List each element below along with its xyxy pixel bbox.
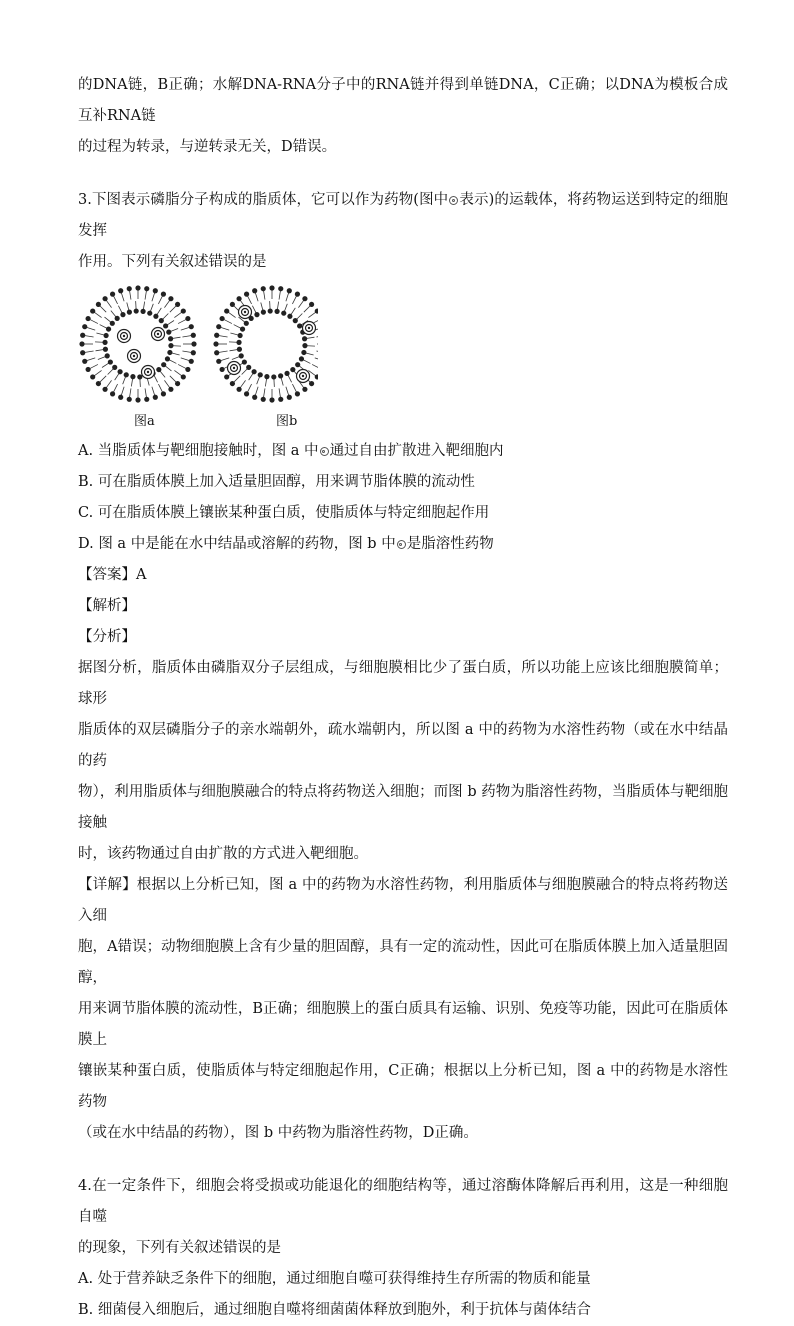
liposome-b-inner-head	[244, 321, 249, 326]
liposome-a-outer-head	[168, 296, 173, 301]
liposome-a-outer-head	[191, 350, 196, 355]
q3-analysis-title: 【解析】	[78, 591, 728, 622]
q3-stem: 3.下图表示磷脂分子构成的脂质体，它可以作为药物(图中 表示)的运载体，将药物运送到特定的细胞发挥	[78, 185, 728, 247]
liposome-b-outer-head	[295, 391, 300, 396]
liposome-b-inner-head	[290, 367, 295, 372]
liposome-b-inner-head	[271, 374, 276, 379]
liposome-b-outer-head	[224, 308, 229, 313]
liposome-a-outer-head	[185, 316, 190, 321]
liposome-b-outer-head	[278, 286, 283, 291]
q4-stem-line-2: 的现象，下列有关叙述错误的是	[78, 1233, 728, 1264]
liposome-a-inner-head	[127, 310, 132, 315]
liposome-b-inner-head	[284, 371, 289, 376]
drug-a-4-core	[147, 371, 149, 373]
liposome-a-outer-head	[82, 324, 87, 329]
liposome-b-outer-head	[220, 367, 225, 372]
liposome-a-outer-head	[82, 359, 87, 364]
liposome-a-inner-head	[147, 311, 152, 316]
liposome-b-outer-head	[278, 397, 283, 402]
figure-a-label: 图a	[134, 410, 155, 429]
liposome-b-inner-head	[274, 309, 279, 314]
liposome-a-outer-head	[153, 395, 158, 400]
liposome-a-outer-head	[185, 367, 190, 372]
liposome-b-outer-head	[214, 350, 219, 355]
liposome-b-inner-head	[293, 318, 298, 323]
drug-b-2-core	[308, 327, 310, 329]
drug-b-4-core	[302, 375, 304, 377]
q3-fenxi-title: 【分析】	[78, 622, 728, 653]
q3-option-a: A. 当脂质体与靶细胞接触时，图 a 中 通过自由扩散进入靶细胞内	[78, 436, 728, 467]
liposome-b-outer-tail	[315, 358, 318, 361]
liposome-a-inner-head	[112, 365, 117, 370]
q3-stem-line-2: 作用。下列有关叙述错误的是	[78, 247, 728, 278]
liposome-b-inner-head	[239, 353, 244, 358]
liposome-a-outer-head	[191, 341, 196, 346]
liposome-b-outer-head	[309, 381, 314, 386]
drug-b-1-core	[244, 311, 246, 313]
liposome-a-inner-head	[140, 309, 145, 314]
liposome-b-inner-head	[242, 359, 247, 364]
liposome-a-outer-head	[135, 397, 140, 402]
liposome-b-inner-head	[261, 310, 266, 315]
liposome-b-inner-head	[302, 343, 307, 348]
drug-symbol-icon	[449, 196, 458, 205]
liposome-b-inner-head	[254, 312, 259, 317]
q3-detail-line-3: 用来调节脂体膜的流动性，B正确；细胞膜上的蛋白质具有运输、识别、免疫等功能，因此可在脂质体膜上	[78, 994, 728, 1056]
liposome-a-outer-head	[80, 350, 85, 355]
liposome-b-outer-head	[224, 374, 229, 379]
liposome-a-inner-head	[102, 340, 107, 345]
liposome-b-outer-head	[236, 387, 241, 392]
liposome-a-inner-head	[124, 372, 129, 377]
liposome-b-outer-head	[287, 288, 292, 293]
liposome-b-outer-head	[244, 292, 249, 297]
q3-fenxi-line-1: 据图分析，脂质体由磷脂双分子层组成，与细胞膜相比少了蛋白质，所以功能上应该比细胞膜简单；球形	[78, 653, 728, 715]
liposome-a-inner-head	[163, 323, 168, 328]
liposome-b-outer-head	[261, 397, 266, 402]
liposome-a-inner-head	[161, 362, 166, 367]
q3-fenxi-line-2: 脂质体的双层磷脂分子的亲水端朝外，疏水端朝内，所以图 a 中的药物为水溶性药物（或在水中结晶的药	[78, 715, 728, 777]
q4-stem-line-1: 4.在一定条件下，细胞会将受损或功能退化的细胞结构等，通过溶酶体降解后再利用，这是一种细胞自噬	[78, 1171, 728, 1233]
liposome-b-outer-head	[269, 397, 274, 402]
liposome-b-outer-head	[220, 316, 225, 321]
liposome-a-inner-head	[159, 318, 164, 323]
liposome-b-inner-head	[251, 369, 256, 374]
drug-b-3-core	[233, 367, 235, 369]
liposome-a-inner-head	[130, 374, 135, 379]
liposome-b-outer-head	[261, 286, 266, 291]
liposome-a-outer-head	[144, 286, 149, 291]
liposome-a-outer-head	[144, 397, 149, 402]
liposome-a-outer-head	[127, 397, 132, 402]
liposome-a-inner-head	[106, 326, 111, 331]
liposome-b-outer-head	[252, 288, 257, 293]
liposome-b-outer-tail	[316, 335, 318, 337]
liposome-a-inner-head	[110, 321, 115, 326]
drug-symbol-icon	[397, 540, 406, 549]
liposome-b-inner-head	[237, 347, 242, 352]
liposome-b-inner-head	[287, 314, 292, 319]
liposome-a-outer-head	[86, 367, 91, 372]
liposome-b-inner-head	[295, 362, 300, 367]
liposome-a-inner-head	[108, 359, 113, 364]
liposome-a-inner-head	[103, 347, 108, 352]
liposome-a-outer-head	[80, 333, 85, 338]
drug-a-2-core	[157, 333, 159, 335]
liposome-a-outer-head	[102, 296, 107, 301]
liposome-a-inner-head	[168, 336, 173, 341]
liposome-a-outer-head	[118, 288, 123, 293]
liposome-a-outer-head	[127, 286, 132, 291]
liposome-a-inner-head	[153, 314, 158, 319]
q3-option-d: D. 图 a 中是能在水中结晶或溶解的药物，图 b 中 是脂溶性药物	[78, 529, 728, 560]
q4-option-b: B. 细菌侵入细胞后，通过细胞自噬将细菌菌体释放到胞外，利于抗体与菌体结合	[78, 1295, 728, 1326]
liposome-b-inner-head	[281, 311, 286, 316]
liposome-a-outer-head	[153, 288, 158, 293]
liposome-b-outer-tail	[312, 364, 318, 369]
liposome-b-outer-tail	[316, 351, 318, 353]
liposome-a-outer-head	[118, 395, 123, 400]
liposome-a-inner-head	[167, 350, 172, 355]
liposome-b-outer-head	[230, 381, 235, 386]
liposome-a-outer-head	[189, 324, 194, 329]
liposome-a-inner-head	[104, 333, 109, 338]
liposome-b-inner-head	[246, 365, 251, 370]
liposome-b-inner-head	[258, 372, 263, 377]
liposome-b-inner-head	[297, 323, 302, 328]
liposome-b-inner-head	[240, 326, 245, 331]
q3-detail-line-1: 【详解】根据以上分析已知，图 a 中的药物为水溶性药物，利用脂质体与细胞膜融合的特点将药物送入细	[78, 870, 728, 932]
liposome-a-inner-head	[120, 312, 125, 317]
liposome-b-outer-head	[252, 395, 257, 400]
liposome-b-outer-head	[309, 302, 314, 307]
document-page	[78, 70, 728, 1326]
liposome-b-outer-head	[302, 387, 307, 392]
q3-detail-line-4: 镶嵌某种蛋白质，使脂质体与特定细胞起作用，C正确；根据以上分析已知，图 a 中的药物是水溶性药物	[78, 1056, 728, 1118]
drug-a-3-core	[133, 355, 135, 357]
liposome-b-inner-head	[302, 336, 307, 341]
liposome-b-outer-head	[216, 324, 221, 329]
liposome-a-outer-head	[102, 387, 107, 392]
liposome-b-inner-head	[278, 373, 283, 378]
q3-fenxi-line-3: 物），利用脂质体与细胞膜融合的特点将药物送入细胞；而图 b 药物为脂溶性药物，当脂质体与靶细胞接触	[78, 777, 728, 839]
liposome-a-inner-head	[168, 343, 173, 348]
intro-line-2: 的过程为转录，与逆转录无关，D错误。	[78, 132, 728, 163]
liposome-a-outer-head	[191, 333, 196, 338]
figure-b-label: 图b	[276, 410, 297, 429]
liposome-a-outer-head	[110, 292, 115, 297]
liposome-b-outer-head	[295, 292, 300, 297]
liposome-b-inner-head	[268, 308, 273, 313]
liposome-a-outer-head	[90, 308, 95, 313]
liposome-a-inner-head	[134, 308, 139, 313]
liposome-a-outer-head	[175, 302, 180, 307]
liposome-b-outer-head	[244, 391, 249, 396]
liposome-a-outer-head	[96, 302, 101, 307]
liposome-a-inner-head	[117, 369, 122, 374]
liposome-a-outer-head	[110, 391, 115, 396]
liposome-a-outer-head	[168, 387, 173, 392]
drug-a-1-core	[123, 335, 125, 337]
liposome-figure	[78, 282, 318, 432]
q3-detail-line-5: （或在水中结晶的药物），图 b 中药物为脂溶性药物，D正确。	[78, 1118, 728, 1149]
liposome-a-outer-head	[90, 374, 95, 379]
liposome-a-inner-head	[165, 356, 170, 361]
q3-fenxi-line-4: 时，该药物通过自由扩散的方式进入靶细胞。	[78, 839, 728, 870]
liposome-b-inner-head	[301, 350, 306, 355]
liposome-a-outer-head	[189, 359, 194, 364]
liposome-a-inner-head	[156, 367, 161, 372]
liposome-a-outer-head	[161, 391, 166, 396]
q3-option-b: B. 可在脂质体膜上加入适量胆固醇，用来调节脂体膜的流动性	[78, 467, 728, 498]
liposome-a-outer-head	[135, 285, 140, 290]
liposome-a-outer-head	[181, 308, 186, 313]
q3-detail-line-2: 胞，A错误；动物细胞膜上含有少量的胆固醇，具有一定的流动性，因此可在脂质体膜上加入适量胆固醇，	[78, 932, 728, 994]
intro-line-1: 的DNA链，B正确；水解DNA-RNA分子中的RNA链并得到单链DNA，C正确；以DNA为模板合成互补RNA链	[78, 70, 728, 132]
liposome-b-outer-head	[236, 296, 241, 301]
q4-option-a: A. 处于营养缺乏条件下的细胞，通过细胞自噬可获得维持生存所需的物质和能量	[78, 1264, 728, 1295]
liposome-a-outer-head	[79, 341, 84, 346]
liposome-a-inner-head	[166, 330, 171, 335]
liposome-a-outer-head	[181, 374, 186, 379]
liposome-b-inner-head	[299, 356, 304, 361]
liposome-b-outer-head	[213, 341, 218, 346]
liposome-a-inner-head	[137, 374, 142, 379]
liposome-b-outer-head	[216, 359, 221, 364]
liposome-a-outer-head	[96, 381, 101, 386]
liposome-b-outer-head	[269, 285, 274, 290]
drug-symbol-icon	[320, 447, 329, 456]
q3-answer: 【答案】A	[78, 560, 728, 591]
liposome-b-outer-head	[287, 395, 292, 400]
liposome-b-inner-head	[264, 374, 269, 379]
liposome-b-inner-head	[236, 340, 241, 345]
liposome-a-inner-head	[115, 316, 120, 321]
liposome-b-outer-head	[230, 302, 235, 307]
liposome-a-outer-head	[86, 316, 91, 321]
q3-option-c: C. 可在脂质体膜上镶嵌某种蛋白质，使脂质体与特定细胞起作用	[78, 498, 728, 529]
liposome-a-inner-head	[105, 353, 110, 358]
liposome-a-outer-head	[161, 292, 166, 297]
liposome-b-outer-head	[214, 333, 219, 338]
liposome-b-outer-head	[302, 296, 307, 301]
liposome-a-outer-head	[175, 381, 180, 386]
liposome-b-inner-head	[238, 333, 243, 338]
